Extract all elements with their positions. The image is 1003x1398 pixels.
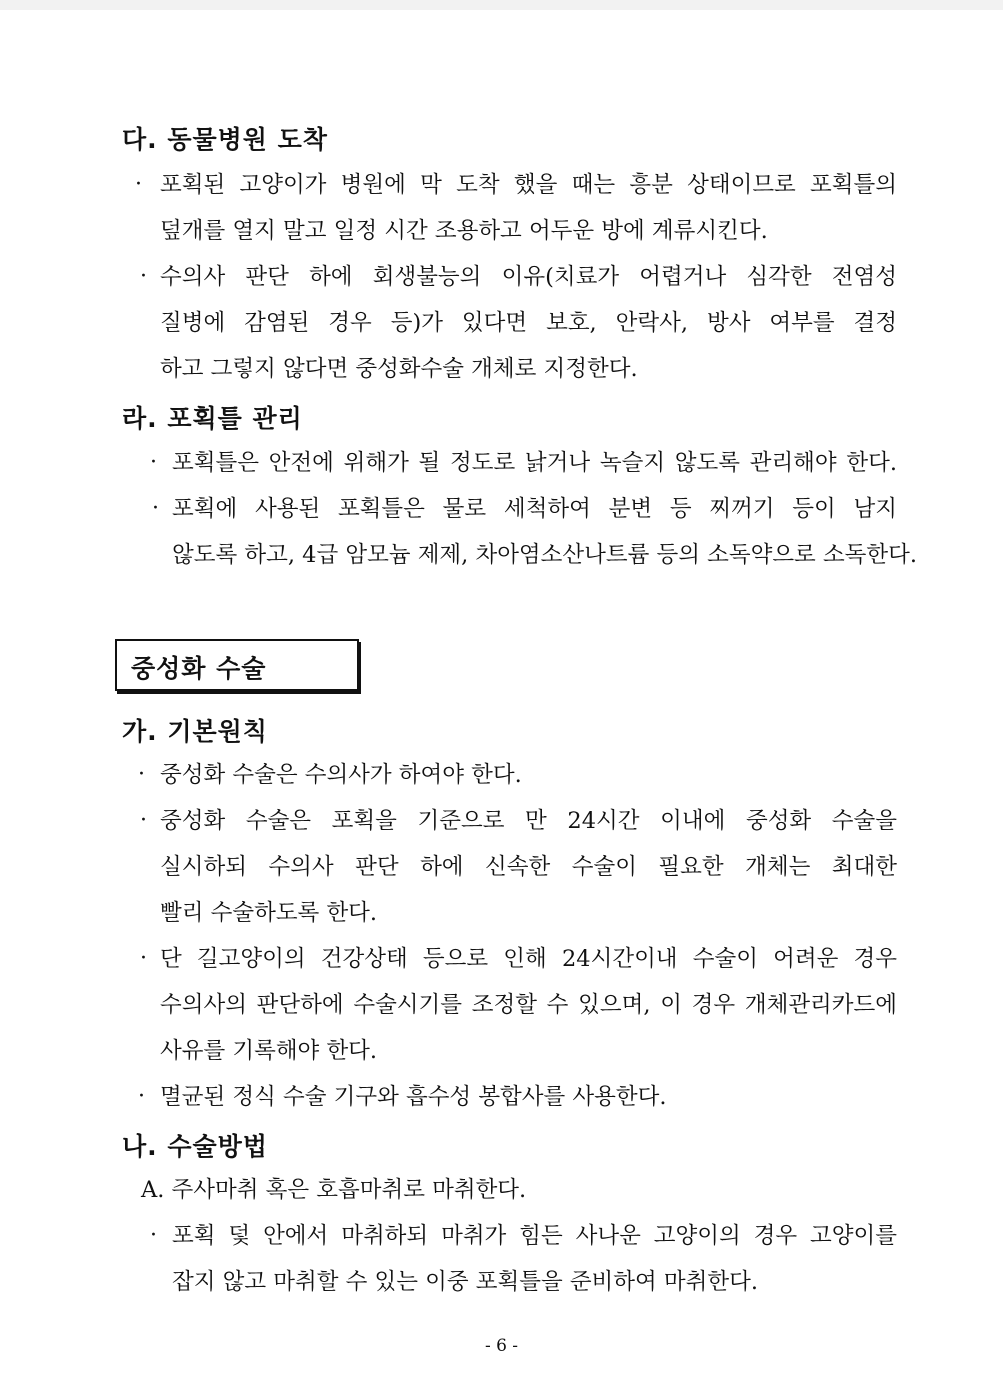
chapter-title-box <box>115 639 359 691</box>
paragraph-line: 잡지 않고 마취할 수 있는 이중 포획틀을 준비하여 마취한다. <box>172 1269 759 1295</box>
paragraph-line: 사유를 기록해야 한다. <box>160 1038 378 1064</box>
paragraph-line: 수의사의 판단하에 수술시기를 조정할 수 있으며, 이 경우 개체관리카드에 <box>160 992 897 1018</box>
section-heading-trap-management: 라. 포획틀 관리 <box>122 404 303 433</box>
paragraph-line: A. 주사마취 혹은 호흡마취로 마취한다. <box>141 1177 527 1203</box>
bullet-mark: · <box>150 450 157 475</box>
section-heading-basic-principles: 가. 기본원칙 <box>122 717 268 746</box>
section-heading-arrival: 다. 동물병원 도착 <box>122 125 328 154</box>
section-heading-surgery-method: 나. 수술방법 <box>122 1132 268 1161</box>
chapter-title: 중성화 수술 <box>131 654 267 683</box>
paragraph-line: 멸균된 정식 수술 기구와 흡수성 봉합사를 사용한다. <box>160 1084 667 1110</box>
paragraph-line: 실시하되 수의사 판단 하에 신속한 수술이 필요한 개체는 최대한 <box>160 854 897 880</box>
bullet-mark: · <box>150 1223 157 1248</box>
paragraph-line: 수의사 판단 하에 회생불능의 이유(치료가 어렵거나 심각한 전염성 <box>160 264 897 290</box>
paragraph-line: 않도록 하고, 4급 암모늄 제제, 차아염소산나트륨 등의 소독약으로 소독한다. <box>172 542 918 568</box>
bullet-mark: · <box>140 808 147 833</box>
bullet-mark: · <box>135 172 142 197</box>
page-number: - 6 - <box>484 1336 519 1356</box>
paragraph-line: 단 길고양이의 건강상태 등으로 인해 24시간이내 수술이 어려운 경우 <box>160 946 897 972</box>
paragraph-line: 질병에 감염된 경우 등)가 있다면 보호, 안락사, 방사 여부를 결정 <box>160 310 897 336</box>
bullet-mark: · <box>140 946 147 971</box>
paragraph-line: 중성화 수술은 포획을 기준으로 만 24시간 이내에 중성화 수술을 <box>160 808 897 834</box>
paragraph-line: 포획 덫 안에서 마취하되 마취가 힘든 사나운 고양이의 경우 고양이를 <box>172 1223 897 1249</box>
paragraph-line: 포획에 사용된 포획틀은 물로 세척하여 분변 등 찌꺼기 등이 남지 <box>172 496 897 522</box>
paragraph-line: 하고 그렇지 않다면 중성화수술 개체로 지정한다. <box>160 356 638 382</box>
paragraph-line: 중성화 수술은 수의사가 하여야 한다. <box>160 762 522 788</box>
paragraph-line: 포획된 고양이가 병원에 막 도착 했을 때는 흥분 상태이므로 포획틀의 <box>160 172 897 198</box>
bullet-mark: · <box>152 496 159 521</box>
document-page <box>0 10 1003 1398</box>
bullet-mark: · <box>138 1084 145 1109</box>
bullet-mark: · <box>138 762 145 787</box>
paragraph-line: 포획틀은 안전에 위해가 될 정도로 낡거나 녹슬지 않도록 관리해야 한다. <box>172 450 897 476</box>
bullet-mark: · <box>140 264 147 289</box>
paragraph-line: 빨리 수술하도록 한다. <box>160 900 378 926</box>
paragraph-line: 덮개를 열지 말고 일정 시간 조용하고 어두운 방에 계류시킨다. <box>160 218 768 244</box>
